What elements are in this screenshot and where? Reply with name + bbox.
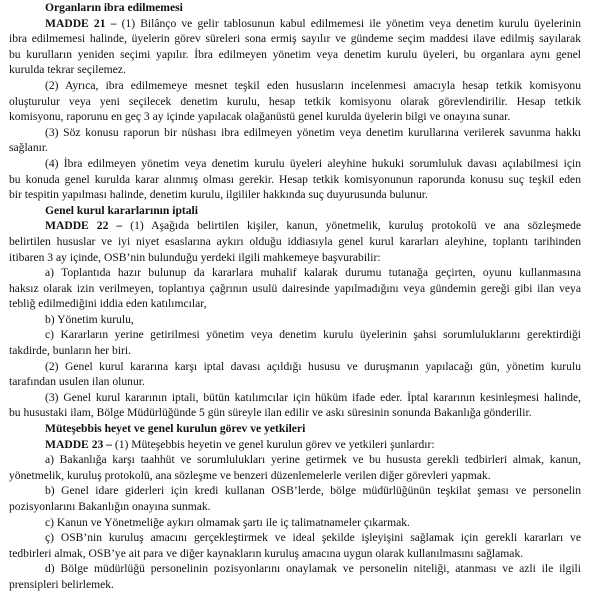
line-text: (4) İbra edilmeyen yönetim veya denetim kurulu üyeleri aleyhine hukuki sorumluluk davası açılabilmesi için: [45, 156, 581, 170]
paragraph-line: [9, 546, 581, 562]
paragraph-line: [9, 47, 581, 63]
paragraph-line: [9, 374, 581, 390]
paragraph-line: [9, 265, 581, 281]
section-heading: Organların ibra edilmemesi: [45, 1, 183, 14]
paragraph-line: [9, 390, 581, 406]
paragraph-line: [9, 187, 581, 203]
line-text: sağlanır.: [9, 141, 48, 155]
paragraph-line: [9, 31, 581, 47]
paragraph-line: [9, 359, 581, 375]
paragraph-line: [9, 515, 581, 531]
paragraph-line: [9, 530, 581, 546]
paragraph-line: [9, 405, 581, 421]
line-text: tebliğ edilmediğini iddia eden katılımcılar,: [9, 297, 207, 311]
paragraph-line: [9, 250, 581, 266]
line-text: tedbirleri almak, OSB’ye ait para ve diğer kaynakların kuruluş amacına uygun olarak kullanılmasını sağlamak.: [9, 546, 524, 560]
paragraph-line: [9, 312, 581, 328]
line-text: prensipleri belirlemek.: [9, 577, 114, 591]
line-text: a) Toplantıda hazır bulunup da kararlara muhalif kalarak durumu tutanağa geçirten, oyunu kullanmasına: [45, 266, 581, 280]
paragraph-line: [9, 499, 581, 515]
line-text: itibaren 3 ay içinde, OSB’nin bulunduğu yerdeki ilgili mahkemeye başvurabilir:: [9, 250, 381, 264]
line-text: kurulda tekrar seçilemez.: [9, 63, 126, 77]
line-text: c) Kanun ve Yönetmeliğe aykırı olmamak şartı ile iç talimatnameler çıkarmak.: [45, 515, 410, 529]
section-heading: Müteşebbis heyet ve genel kurulun görev ve yetkileri: [45, 422, 306, 436]
line-text: (3) Söz konusu raporun bir nüshası ibra edilmeyen yönetim veya denetim kurullarına verilerek savunma hakkı: [45, 125, 581, 139]
line-text: tarafından usulen ilan olunur.: [9, 375, 145, 389]
line-text: (1) Müteşebbis heyetin ve genel kurulun görev ve yetkileri şunlardır:: [114, 437, 435, 451]
line-text: a) Bakanlığa karşı taahhüt ve sorumlulukları yerine getirmek ve bu hususta gerekli tedbirleri almak, kanun,: [45, 453, 581, 467]
paragraph-line: [9, 281, 581, 297]
article-number: MADDE 23 –: [45, 437, 112, 451]
line-text: takdirde, bunların her biri.: [9, 344, 132, 358]
line-text: pozisyonlarını Bakanlığın onayına sunmak.: [9, 500, 211, 513]
paragraph-line: [9, 327, 581, 343]
line-text: bu kurulların yeniden seçimi yapılır. İbra edilmeyen yönetim veya denetim kurulu üyeleri, bu organlara aynı genel: [9, 47, 581, 61]
paragraph-line: [9, 296, 581, 312]
article-number: MADDE 22 –: [45, 219, 123, 233]
line-text: b) Genel idare giderleri için kredi kullanan OSB’lerde, bölge müdürlüğünün teşkilat şeması ve personelin: [45, 484, 581, 498]
line-text: (1) Bilânço ve gelir tablosunun kabul edilmemesi ile yönetim veya denetim kurulu üyelerinin: [121, 16, 581, 30]
line-text: (1) Aşağıda belirtilen kişiler, kanun, yönetmelik, kuruluş protokolü ve ana sözleşmede: [130, 219, 582, 233]
line-text: (3) Genel kurul kararının iptali, bütün katılımcılar için hüküm ifade eder. İptal kararının kesinleşmesi halinde,: [45, 390, 581, 404]
line-text: oluşturulur veya yeni seçilecek denetim kurulu, hesap tetkik komisyonu olarak görevlendirilir. Hesap tetkik: [9, 94, 581, 108]
paragraph-line: [9, 561, 581, 577]
paragraph-line: [9, 452, 581, 468]
article-number: MADDE 21 –: [45, 16, 117, 30]
paragraph-line: [9, 62, 581, 78]
paragraph-line: [9, 78, 581, 94]
line-text: ç) OSB’nin kuruluş amacını gerçekleştirmek ve ideal şekilde işleyişini sağlamak için gerekli kararları ve: [45, 531, 581, 545]
line-text: bu husustaki ilam, Bölge Müdürlüğünde 5 gün süreyle ilan edilir ve askı süresinin sonunda Bakanlığa gönderilir.: [9, 406, 532, 420]
paragraph-line: [9, 156, 581, 172]
paragraph-line: [9, 437, 581, 453]
line-text: haksız olarak izin verilmeyen, toplantıya çağrının usulü dairesinde yapılmadığını veya gündemin gereği gibi ilan veya: [9, 281, 581, 295]
paragraph-line: [9, 140, 581, 156]
line-text: komisyonu, raporunu en geç 3 ay içinde yapılacak olağanüstü genel kurulda üyelerin bilgi ve onayına sunar.: [9, 110, 511, 124]
paragraph-line: [9, 94, 581, 110]
paragraph-line: [9, 343, 581, 359]
line-text: bir tespitin yapılması halinde, denetim kurulu, ilgililer hakkında suç duyurusunda bulunur.: [9, 188, 428, 202]
line-text: (2) Ayrıca, ibra edilmemeye mesnet teşkil eden hususların incelenmesi amacıyla hesap tetkik komisyonu: [45, 78, 581, 92]
paragraph-line: [9, 16, 581, 32]
paragraph-line: [9, 234, 581, 250]
line-text: yönetmelik, kuruluş protokolü, ana sözleşme ve benzeri düzenlemelerle verilen diğer görevleri yapmak.: [9, 468, 491, 482]
section-heading: Genel kurul kararlarının iptali: [45, 203, 198, 217]
line-text: belirtilen hususlar ve iyi niyet esaslarına aykırı olduğu iddiasıyla genel kurul kararları aleyhine, toplantı tarihinden: [9, 234, 581, 248]
paragraph-line: [9, 109, 581, 125]
paragraph-line: [9, 218, 581, 234]
line-text: (2) Genel kurul kararına karşı iptal davası açıldığı hususu ve duruşmanın yapılacağı gün, yönetim kurulu: [45, 359, 581, 373]
paragraph-line: [9, 483, 581, 499]
paragraph-line: [9, 125, 581, 141]
paragraph-line: [9, 172, 581, 188]
line-text: ibra edilmemesi halinde, üyelerin görev süreleri sona ermiş sayılır ve gündeme seçim maddesi ilave edilmiş sayılarak: [9, 32, 581, 46]
line-text: c) Kararların yerine getirilmesi yönetim veya denetim kurulu üyelerinin şahsi sorumluluklarını gerektirdiği: [45, 328, 581, 342]
paragraph-line: [9, 468, 581, 484]
line-text: d) Bölge müdürlüğü personelinin pozisyonlarını onaylamak ve personelin niteliği, atanması ve azli ile ilgili: [45, 562, 581, 576]
line-text: bu konuda genel kurulda karar alınmış olması gerekir. Hesap tetkik komisyonunun raporunda konusu suç teşkil eden: [9, 172, 581, 186]
paragraph-line: [9, 577, 581, 593]
line-text: b) Yönetim kurulu,: [45, 312, 134, 326]
